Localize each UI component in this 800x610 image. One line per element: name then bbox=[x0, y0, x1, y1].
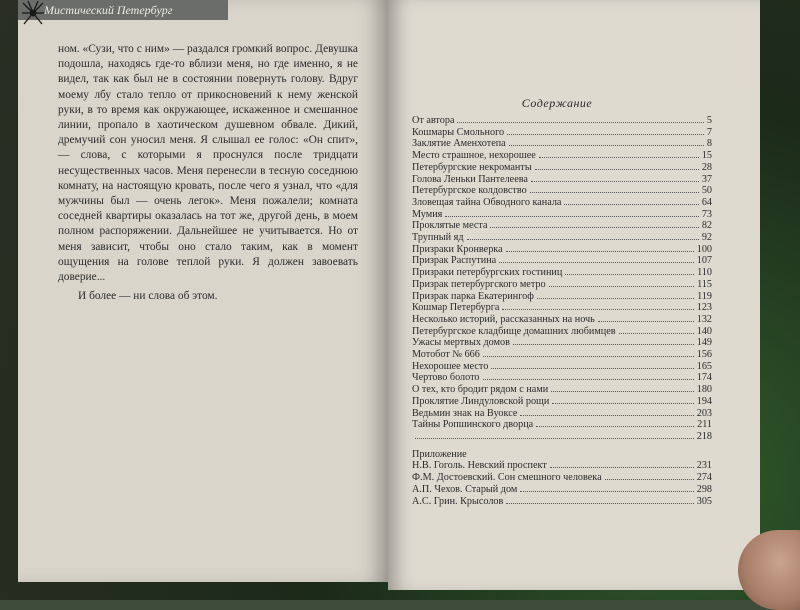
toc-entry-page: 156 bbox=[696, 349, 712, 361]
toc-entry bbox=[412, 255, 712, 267]
toc-entry-title: Проклятие Линдуловской рощи bbox=[412, 395, 550, 407]
toc-entry-page: 110 bbox=[697, 267, 712, 279]
toc-entry-page: 231 bbox=[696, 460, 712, 472]
dot-leader bbox=[513, 344, 694, 345]
toc-entry bbox=[412, 431, 712, 443]
toc-entry bbox=[412, 484, 712, 496]
dot-leader bbox=[491, 368, 693, 369]
dot-leader bbox=[509, 145, 704, 146]
toc-entry-title: Н.В. Гоголь. Невский проспект bbox=[412, 460, 547, 472]
paragraph: ном. «Сузи, что с ним» — раздался громкий вопрос. Девушка подошла, находясь где-то вблизи меня, но где именно, я не видел, так как был не в состоянии повернуть голову. Вдруг моему лбу стало тепло от прикосновений к нему женской руки, в то время как окружающее, искаженное и смешанное линии, пропало в хаотическом душевном обвале. Дикий, дремучий сон уносил меня. Я слышал ее голос: «Он спит», — слова, с которыми я проснулся после тридцати несущественных часов. Меня перенесли в тесную соседнюю комнату, на настоящую кровать, после чего я узнал, что «для мужчины был — очень легок». Меня пожалели; комната соседней квартиры оказалась на тот же, другой день, в моем полном распоряжении. Дальнейшее не учитывается. Но от меня зависит, чтобы оно стало таким, как в момент ощущения на голове теплой руки. Я должен завоевать доверие... bbox=[58, 43, 358, 284]
toc-entry-title: Петербургское колдовство bbox=[412, 185, 527, 197]
toc-entry bbox=[412, 232, 712, 244]
toc-entry bbox=[412, 220, 712, 232]
toc-entry-page: 5 bbox=[706, 115, 712, 126]
dot-leader bbox=[506, 251, 694, 252]
toc-entry-page: 8 bbox=[706, 138, 712, 150]
toc-entry-page: 132 bbox=[696, 313, 712, 325]
table-of-contents bbox=[412, 115, 712, 507]
toc-entry-page: 305 bbox=[696, 495, 712, 507]
toc-entry bbox=[412, 384, 712, 396]
toc-entry bbox=[412, 209, 712, 221]
toc-entry-page: 50 bbox=[701, 185, 712, 197]
toc-entry bbox=[412, 337, 712, 349]
toc-entry-title: Зловещая тайна Обводного канала bbox=[412, 196, 562, 208]
toc-entry-title: Ведьмин знак на Вуоксе bbox=[412, 407, 518, 419]
dot-leader bbox=[550, 467, 694, 468]
toc-entry bbox=[412, 419, 712, 431]
dot-leader bbox=[490, 227, 698, 228]
toc-entry bbox=[412, 472, 712, 484]
toc-entry bbox=[412, 460, 712, 472]
toc-entry-title: Нехорошее место bbox=[412, 360, 489, 372]
dot-leader bbox=[530, 192, 699, 193]
toc-entry-page: 123 bbox=[696, 302, 712, 314]
toc-entry-title: Голова Леньки Пантелеева bbox=[412, 173, 528, 185]
toc-entry-title: Трупный яд bbox=[412, 232, 464, 244]
toc-entry-title: Мотобот № 666 bbox=[412, 349, 480, 361]
spider-icon bbox=[20, 0, 46, 26]
dot-leader bbox=[539, 157, 699, 158]
toc-entry-title: Мумия bbox=[412, 208, 443, 220]
toc-entry bbox=[412, 185, 712, 197]
dot-leader bbox=[467, 239, 699, 240]
toc-entry-title: Призрак петербургского метро bbox=[412, 278, 546, 290]
paragraph: И более — ни слова об этом. bbox=[78, 290, 218, 303]
toc-entry-page: 180 bbox=[696, 384, 712, 396]
toc-entry bbox=[412, 349, 712, 361]
toc-entry-page: 194 bbox=[696, 395, 712, 407]
dot-leader bbox=[536, 426, 694, 427]
toc-entry bbox=[412, 291, 712, 303]
toc-entry-page: 107 bbox=[696, 255, 712, 267]
body-text bbox=[58, 42, 358, 304]
toc-entry-title: А.С. Грин. Крысолов bbox=[412, 495, 504, 507]
toc-entry bbox=[412, 138, 712, 150]
toc-entry-title: От автора bbox=[412, 115, 455, 126]
toc-entry-title: Петербургское кладбище домашних любимцев bbox=[412, 325, 616, 337]
toc-entry bbox=[412, 496, 712, 508]
toc-entry-page: 203 bbox=[696, 407, 712, 419]
toc-entry bbox=[412, 197, 712, 209]
toc-entry-page: 119 bbox=[697, 290, 712, 302]
toc-entry-page: 218 bbox=[696, 430, 712, 442]
dot-leader bbox=[549, 286, 695, 287]
dot-leader bbox=[619, 333, 694, 334]
dot-leader bbox=[598, 321, 694, 322]
toc-entry-page: 140 bbox=[696, 325, 712, 337]
dot-leader bbox=[445, 216, 698, 217]
toc-title: Содержание bbox=[521, 96, 593, 110]
toc-entry-page: 100 bbox=[696, 243, 712, 255]
toc-entry-title: Призраки петербургских гостиниц bbox=[412, 267, 563, 279]
toc-entry-page: 92 bbox=[701, 232, 712, 244]
toc-entry-title: Призраки Кронверка bbox=[412, 243, 503, 255]
toc-entry bbox=[412, 408, 712, 420]
toc-entry-title: Тайны Ропшинского дворца bbox=[412, 419, 534, 431]
dot-leader bbox=[502, 309, 693, 310]
toc-entry-page: 15 bbox=[701, 150, 712, 162]
running-title: Мистический Петербург bbox=[44, 3, 173, 17]
toc-entry bbox=[412, 372, 712, 384]
toc-entry-page: 274 bbox=[696, 472, 712, 484]
toc-entry-title: О тех, кто бродит рядом с нами bbox=[412, 384, 549, 396]
toc-entry bbox=[412, 244, 712, 256]
toc-entry-title: Призрак парка Екатерингоф bbox=[412, 290, 534, 302]
toc-entry-page: 64 bbox=[701, 196, 712, 208]
running-header bbox=[18, 0, 228, 20]
left-page bbox=[18, 0, 388, 582]
toc-entry bbox=[412, 314, 712, 326]
toc-entry-title: А.П. Чехов. Старый дом bbox=[412, 483, 518, 495]
dot-leader bbox=[520, 491, 693, 492]
toc-entry-page: 115 bbox=[697, 278, 712, 290]
dot-leader bbox=[507, 134, 704, 135]
toc-entry bbox=[412, 361, 712, 373]
appendix-label: Приложение bbox=[412, 448, 467, 460]
toc-entry-title: Ф.М. Достоевский. Сон смешного человека bbox=[412, 472, 602, 484]
toc-entry-title: Ужасы мертвых домов bbox=[412, 337, 510, 349]
toc-entry-page: 82 bbox=[701, 220, 712, 232]
dot-leader bbox=[552, 403, 693, 404]
toc-entry-title: Чертово болото bbox=[412, 372, 480, 384]
toc-entry-title: Петербургские некроманты bbox=[412, 161, 532, 173]
toc-entry bbox=[412, 267, 712, 279]
toc-entry-title: Место страшное, нехорошее bbox=[412, 150, 536, 162]
toc-entry bbox=[412, 396, 712, 408]
dot-leader bbox=[531, 181, 699, 182]
toc-entry-page: 7 bbox=[706, 126, 712, 138]
toc-entry-page: 174 bbox=[696, 372, 712, 384]
toc-entry-title: Проклятые места bbox=[412, 220, 488, 232]
dot-leader bbox=[605, 479, 694, 480]
toc-entry-title: Кошмары Смольного bbox=[412, 126, 505, 138]
dot-leader bbox=[483, 379, 694, 380]
toc-entry bbox=[412, 174, 712, 186]
dot-leader bbox=[483, 356, 694, 357]
dot-leader bbox=[520, 415, 693, 416]
toc-entry-title: Несколько историй, рассказанных на ночь bbox=[412, 313, 595, 325]
toc-entry-page: 73 bbox=[701, 208, 712, 220]
toc-entry bbox=[412, 162, 712, 174]
dot-leader bbox=[535, 169, 699, 170]
dot-leader bbox=[499, 262, 694, 263]
toc-entry-page: 211 bbox=[697, 419, 712, 431]
toc-entry bbox=[412, 115, 712, 127]
toc-entry-page: 165 bbox=[696, 360, 712, 372]
dot-leader bbox=[537, 298, 694, 299]
dot-leader bbox=[551, 391, 694, 392]
dot-leader bbox=[564, 204, 698, 205]
dot-leader bbox=[565, 274, 694, 275]
toc-entry-page: 28 bbox=[701, 161, 712, 173]
toc-entry-title: Заклятие Аменхотепа bbox=[412, 138, 506, 150]
toc-entry bbox=[412, 302, 712, 314]
toc-entry-page: 37 bbox=[701, 173, 712, 185]
toc-entry-title: Кошмар Петербурга bbox=[412, 302, 500, 314]
toc-entry-title: Призрак Распутина bbox=[412, 255, 497, 267]
toc-entry-page: 298 bbox=[696, 483, 712, 495]
toc-entry bbox=[412, 127, 712, 139]
dot-leader bbox=[415, 438, 694, 439]
toc-entry bbox=[412, 279, 712, 291]
dot-leader bbox=[506, 503, 693, 504]
toc-entry bbox=[412, 150, 712, 162]
toc-entry-page: 149 bbox=[696, 337, 712, 349]
dot-leader bbox=[457, 122, 703, 123]
toc-entry bbox=[412, 326, 712, 338]
